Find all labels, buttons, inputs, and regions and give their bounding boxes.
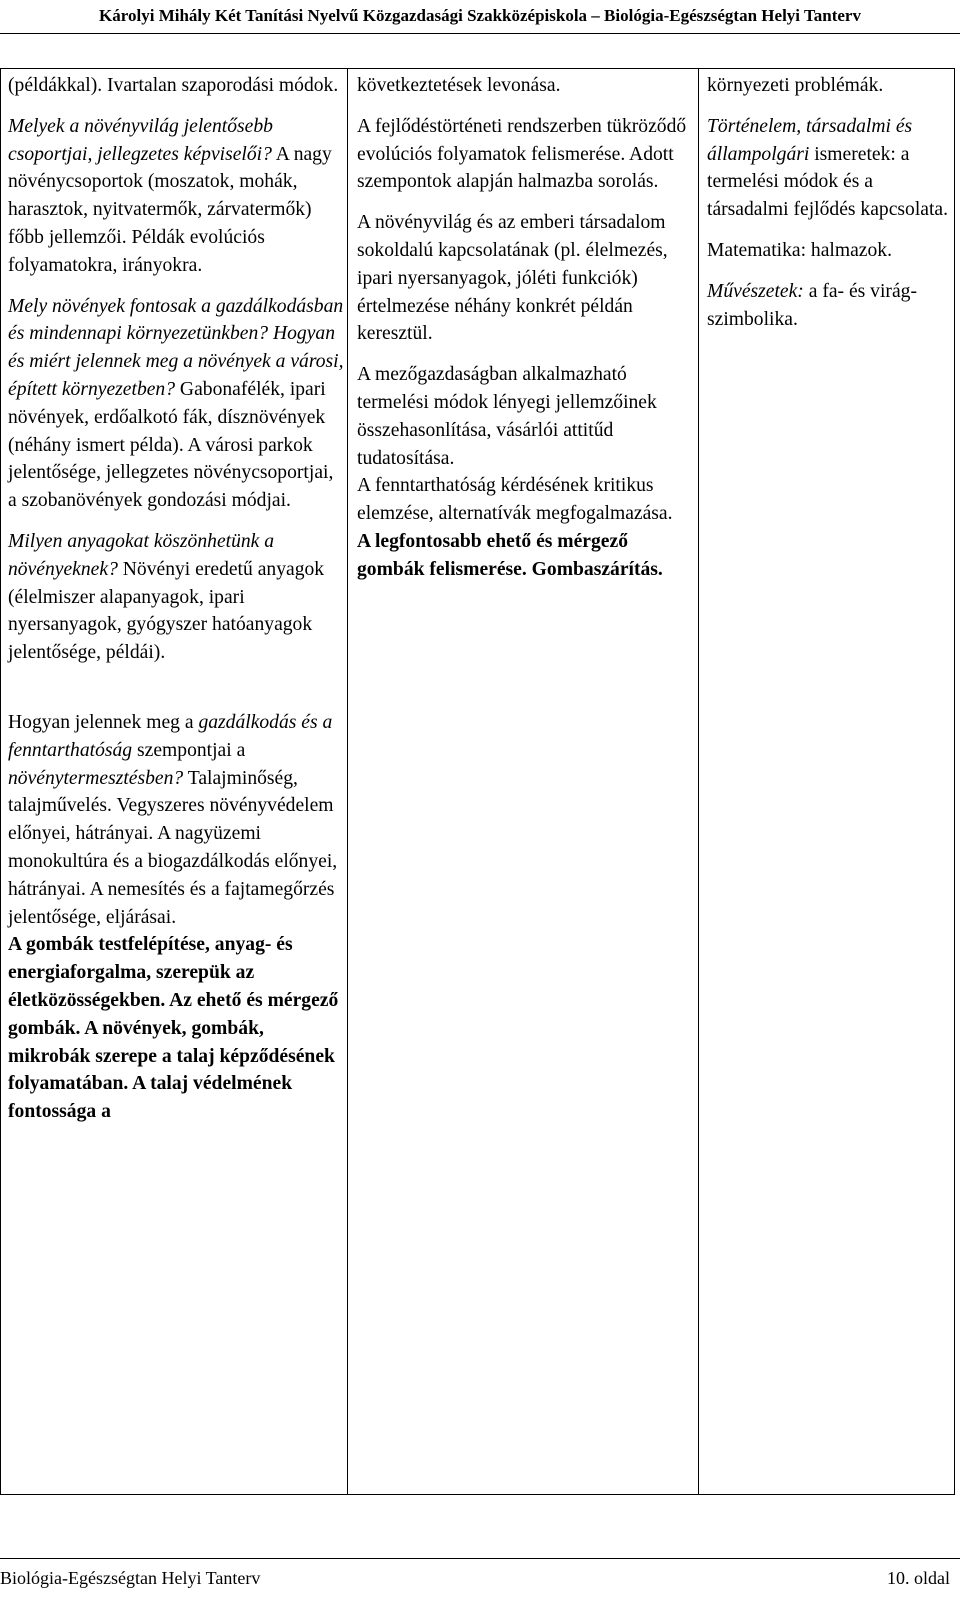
header-divider: [0, 33, 960, 34]
paragraph: következtetések levonása.: [357, 75, 561, 96]
column-content: [8, 72, 344, 1126]
paragraph: (példákkal). Ivartalan szaporodási módok.: [8, 75, 339, 96]
paragraph: Melyek a növényvilág jelentősebb csoportjai, jellegzetes képviselői? A nagy növénycsoportok (moszatok, mohák, harasztok, nyitvatermők, zárvatermők) főbb jellemzői. Példák evolúciós folyamatokra, irányokra.: [8, 115, 332, 276]
paragraph: Művészetek: a fa- és virág-szimbolika.: [707, 280, 917, 330]
paragraph: A növényvilág és az emberi társadalom sokoldalú kapcsolatának (pl. élelmezés, ipari nyersanyagok, jóléti funkciók) értelmezése néhány konkrét példán keresztül.: [357, 212, 668, 345]
table-border-left: [0, 68, 1, 1495]
page-number: 10. oldal: [887, 1568, 950, 1588]
column-divider-1: [347, 68, 348, 1495]
paragraph: Történelem, társadalmi és állampolgári ismeretek: a termelési módok és a társadalmi fejlődés kapcsolata.: [707, 115, 949, 221]
paragraph: Mely növények fontosak a gazdálkodásban és mindennapi környezetünkben? Hogyan és miért jelennek meg a növények a városi, épített környezetben? Gabonafélék, ipari növények, erdőalkotó fák, dísznövények (néhány ismert példa). A városi parkok jelentősége, jellegzetes növénycsoportjai, a szobanövények gondozási módjai.: [8, 295, 344, 512]
paragraph: A fenntarthatóság kérdésének kritikus elemzése, alternatívák megfogalmazása.: [357, 475, 673, 525]
column-content: [707, 72, 950, 333]
paragraph: Milyen anyagokat köszönhetünk a növényeknek? Növényi eredetű anyagok (élelmiszer alapanyagok, ipari nyersanyagok, gyógyszer hatóanyagok jelentősége, példái).: [8, 530, 325, 664]
paragraph: A fejlődéstörténeti rendszerben tükröződő evolúciós folyamatok felismerése. Adott szempontok alapján halmazba sorolás.: [357, 115, 687, 193]
paragraph: A gombák testfelépítése, anyag- és energiaforgalma, szerepük az életközösségekben. Az ehető és mérgező gombák. A növények, gombák, mikrobák szerepe a talaj képződésének folyamatában. A talaj védelmének fontossága a: [8, 934, 339, 1123]
table-border-right: [954, 68, 955, 1495]
column-divider-2: [698, 68, 699, 1495]
footer-divider: [0, 1558, 960, 1559]
paragraph: Matematika: halmazok.: [707, 239, 892, 261]
page-header: Károlyi Mihály Két Tanítási Nyelvű Közgazdasági Szakközépiskola – Biológia-Egészségtan Helyi Tanterv: [99, 6, 861, 25]
table-border-bottom: [0, 1494, 955, 1495]
paragraph: környezeti problémák.: [707, 75, 884, 96]
paragraph: A mezőgazdaságban alkalmazható termelési módok lényegi jellemzőinek összehasonlítása, vásárlói attitűd tudatosítása.: [357, 364, 657, 469]
paragraph: A legfontosabb ehető és mérgező gombák felismerése. Gombaszárítás.: [357, 530, 663, 580]
paragraph: Hogyan jelennek meg a gazdálkodás és a fenntarthatóság szempontjai a növénytermesztésben? Talajminőség, talajművelés. Vegyszeres növényvédelem előnyei, hátrányai. A nagyüzemi monokultúra és a biogazdálkodás előnyei, hátrányai. A nemesítés és a fajtamegőrzés jelentősége, eljárásai.: [8, 711, 338, 928]
table-border-top: [0, 68, 955, 69]
footer-title: Biológia-Egészségtan Helyi Tanterv: [0, 1568, 261, 1588]
column-content: [357, 72, 693, 584]
